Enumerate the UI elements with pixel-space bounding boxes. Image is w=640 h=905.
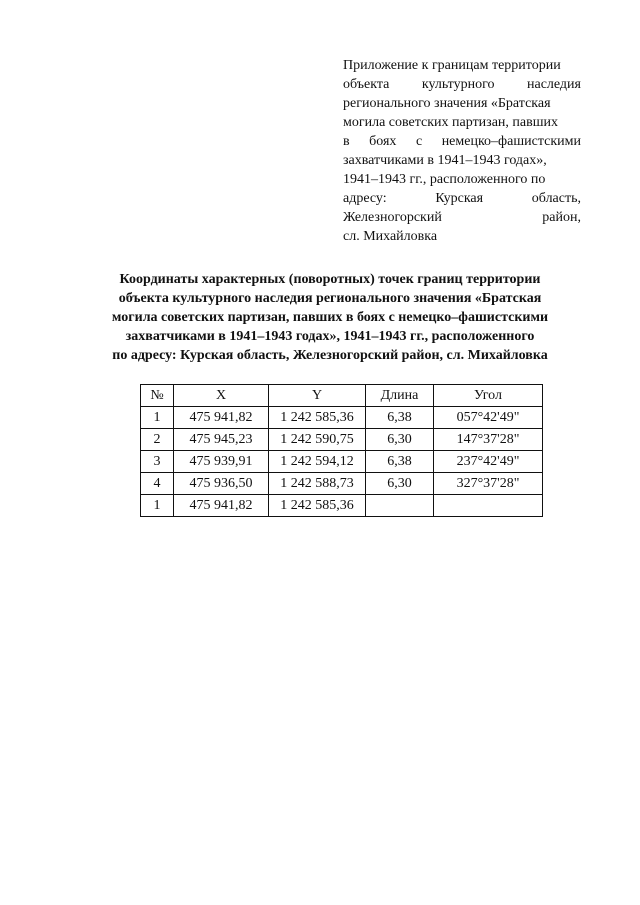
cell-angle: 147°37'28" — [434, 429, 543, 451]
table-row — [141, 407, 543, 429]
cell-x: 475 945,23 — [174, 429, 269, 451]
title-line: могила советских партизан, павших в боях с немецко–фашистскими — [111, 310, 549, 325]
cell-angle: 237°42'49" — [434, 451, 543, 473]
appendix-line — [343, 189, 581, 208]
title-line: объекта культурного наследия регионального значения «Братская — [118, 291, 542, 306]
title-line: захватчиками в 1941–1943 годах», 1941–1943 гг., расположенного — [125, 329, 535, 344]
header-number: № — [141, 385, 174, 407]
appendix-line — [343, 208, 581, 227]
appendix-line: Приложение к границам территории — [343, 58, 561, 73]
cell-length — [366, 495, 434, 517]
table-row — [141, 429, 543, 451]
table-header-row — [141, 385, 543, 407]
cell-x: 475 936,50 — [174, 473, 269, 495]
coordinates-table — [140, 384, 543, 517]
header-x: X — [174, 385, 269, 407]
cell-y: 1 242 588,73 — [269, 473, 366, 495]
cell-y: 1 242 585,36 — [269, 495, 366, 517]
cell-y: 1 242 590,75 — [269, 429, 366, 451]
appendix-word: район, — [542, 210, 581, 225]
cell-x: 475 941,82 — [174, 407, 269, 429]
cell-y: 1 242 594,12 — [269, 451, 366, 473]
cell-length: 6,38 — [366, 451, 434, 473]
appendix-line: регионального значения «Братская — [343, 96, 551, 111]
header-length: Длина — [366, 385, 434, 407]
appendix-word: Железногорский — [343, 210, 442, 225]
cell-number: 3 — [141, 451, 174, 473]
cell-y: 1 242 585,36 — [269, 407, 366, 429]
cell-number: 2 — [141, 429, 174, 451]
appendix-word: Курская — [435, 191, 484, 206]
appendix-word: в — [343, 134, 350, 149]
table-row — [141, 473, 543, 495]
cell-angle: 327°37'28" — [434, 473, 543, 495]
title-line: Координаты характерных (поворотных) точек границ территории — [119, 272, 541, 287]
cell-number: 1 — [141, 495, 174, 517]
cell-length: 6,38 — [366, 407, 434, 429]
cell-length: 6,30 — [366, 473, 434, 495]
cell-length: 6,30 — [366, 429, 434, 451]
appendix-note — [343, 56, 581, 246]
document-title — [80, 270, 580, 365]
cell-number: 1 — [141, 407, 174, 429]
appendix-word: немецко–фашистскими — [441, 134, 581, 149]
cell-number: 4 — [141, 473, 174, 495]
header-angle: Угол — [434, 385, 543, 407]
appendix-word: наследия — [526, 77, 581, 92]
appendix-line — [343, 75, 581, 94]
appendix-line: захватчиками в 1941–1943 годах», — [343, 153, 547, 168]
appendix-word: адресу: — [343, 191, 387, 206]
title-line: по адресу: Курская область, Железногорский район, сл. Михайловка — [112, 348, 548, 363]
appendix-word: область, — [531, 191, 581, 206]
cell-angle: 057°42'49" — [434, 407, 543, 429]
header-y: Y — [269, 385, 366, 407]
appendix-line: могила советских партизан, павших — [343, 115, 559, 130]
table-row — [141, 451, 543, 473]
cell-x: 475 939,91 — [174, 451, 269, 473]
appendix-word: с — [415, 134, 423, 149]
appendix-line: сл. Михайловка — [343, 229, 438, 244]
cell-x: 475 941,82 — [174, 495, 269, 517]
appendix-line: 1941–1943 гг., расположенного по — [343, 172, 546, 187]
appendix-line — [343, 132, 581, 151]
cell-angle — [434, 495, 543, 517]
table-row — [141, 495, 543, 517]
appendix-word: объекта — [343, 77, 390, 92]
appendix-word: культурного — [421, 77, 495, 92]
appendix-word: боях — [369, 134, 397, 149]
